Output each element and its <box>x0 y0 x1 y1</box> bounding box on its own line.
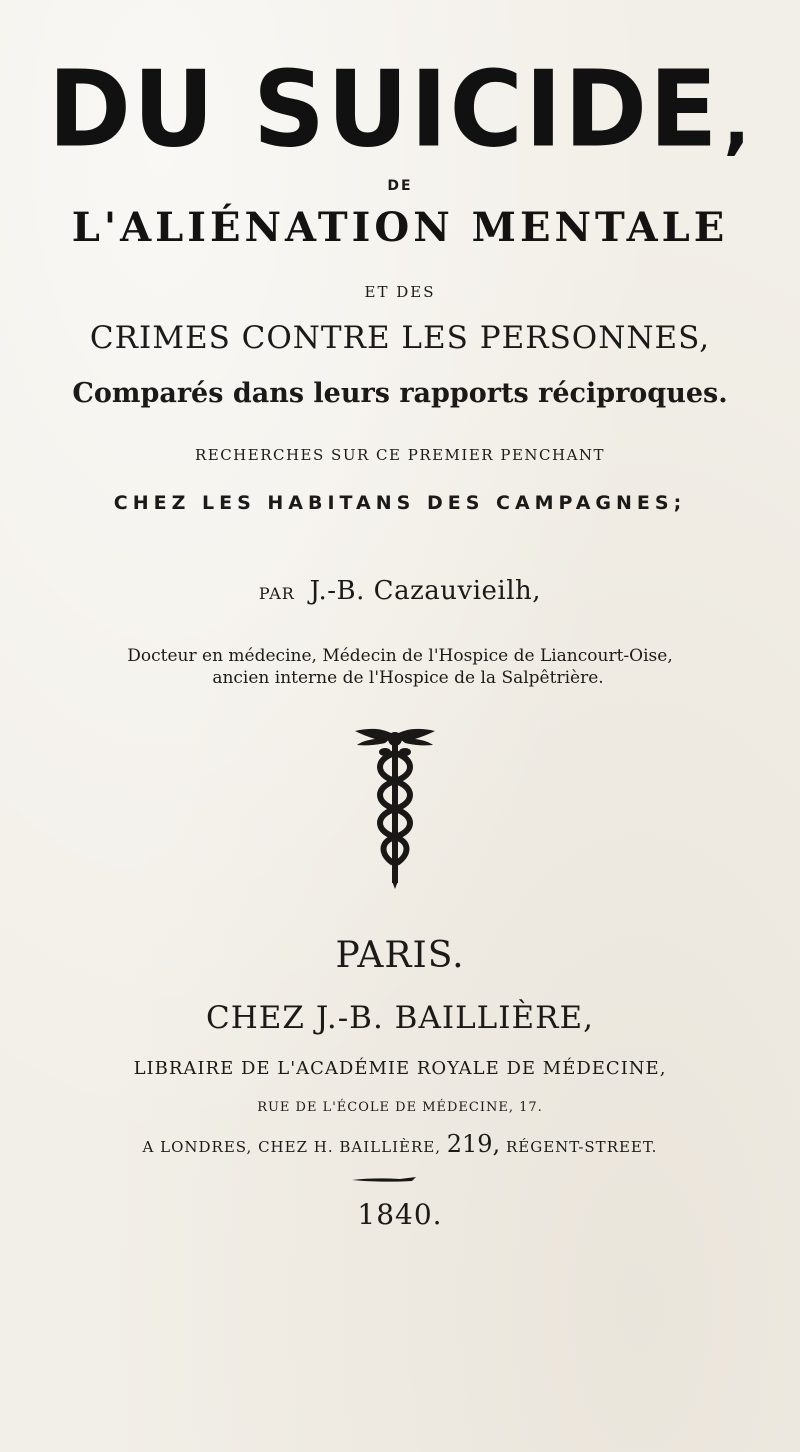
main-title <box>0 48 800 171</box>
subtitle-recherches: RECHERCHES SUR CE PREMIER PENCHANT <box>194 446 606 464</box>
imprint-london <box>0 1130 800 1158</box>
subtitle-de: DE <box>387 178 413 194</box>
imprint-address: RUE DE L'ÉCOLE DE MÉDECINE, 17. <box>257 1100 543 1115</box>
main-title-text: DU SUICIDE <box>48 48 720 171</box>
imprint-year: 1840. <box>357 1198 443 1231</box>
subtitle-alienation: L'ALIÉNATION MENTALE <box>71 204 729 251</box>
imprint-publisher: CHEZ J.-B. BAILLIÈRE, <box>206 1000 594 1036</box>
caduceus-icon <box>345 725 445 890</box>
subtitle-et-des: ET DES <box>364 283 436 301</box>
author-credentials-line1: Docteur en médecine, Médecin de l'Hospice de Liancourt-Oise, <box>127 646 673 666</box>
ornament-rule-icon <box>352 1177 416 1183</box>
author-par: PAR <box>258 584 295 603</box>
author-credentials-line2: ancien interne de l'Hospice de la Salpêtrière. <box>212 668 604 688</box>
subtitle-compares: Comparés dans leurs rapports réciproques. <box>72 378 728 409</box>
imprint-london-street: RÉGENT-STREET. <box>505 1138 658 1156</box>
imprint-london-number: 219, <box>446 1130 501 1158</box>
main-title-comma: , <box>723 77 752 164</box>
author-line <box>0 576 800 606</box>
imprint-city: PARIS. <box>335 935 465 976</box>
imprint-publisher-title: LIBRAIRE DE L'ACADÉMIE ROYALE DE MÉDECINE, <box>133 1058 667 1079</box>
subtitle-crimes: CRIMES CONTRE LES PERSONNES, <box>89 320 711 356</box>
imprint-london-prefix: A LONDRES, CHEZ H. BAILLIÈRE, <box>142 1138 441 1156</box>
author-name: J.-B. Cazauvieilh, <box>309 576 542 606</box>
subtitle-chez-les-habitans: CHEZ LES HABITANS DES CAMPAGNES; <box>113 492 687 514</box>
